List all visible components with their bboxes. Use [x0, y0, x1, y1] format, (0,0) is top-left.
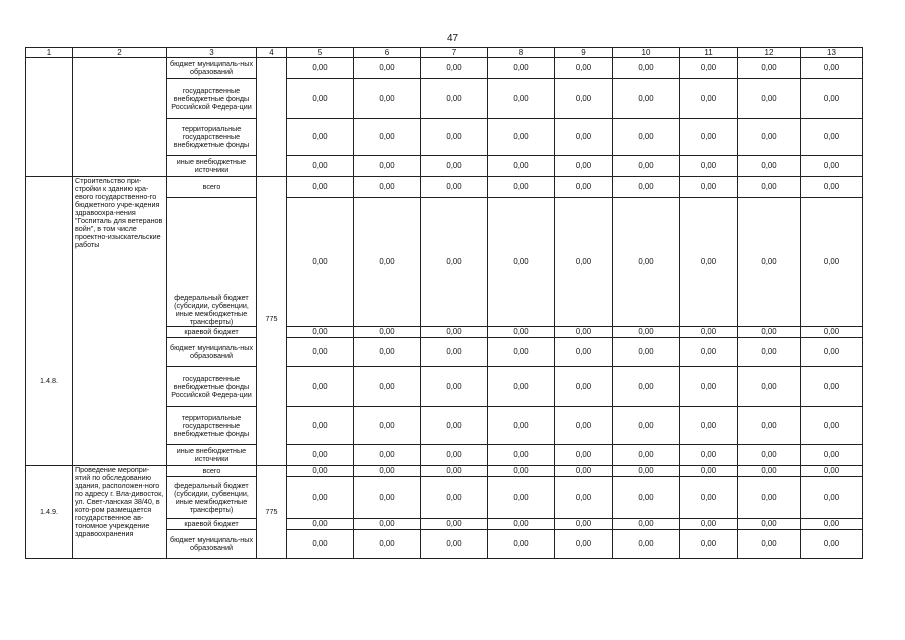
amount-cell: 0,00 [613, 519, 680, 530]
amount-cell: 0,00 [287, 119, 354, 156]
amount-cell: 0,00 [555, 58, 613, 79]
amount-cell: 0,00 [287, 530, 354, 559]
funding-source-cell: иные внебюджетные источники [167, 445, 257, 466]
item-code-cell: 1.4.8. [26, 177, 73, 466]
amount-cell: 0,00 [421, 338, 488, 367]
amount-cell: 0,00 [801, 119, 863, 156]
amount-cell: 0,00 [555, 519, 613, 530]
amount-cell: 0,00 [801, 338, 863, 367]
col-header: 9 [555, 48, 613, 58]
amount-cell: 0,00 [555, 407, 613, 445]
amount-cell: 0,00 [738, 198, 801, 327]
amount-cell: 0,00 [354, 177, 421, 198]
amount-cell: 0,00 [680, 327, 738, 338]
table-row [26, 177, 863, 198]
amount-cell: 0,00 [680, 79, 738, 119]
amount-cell: 0,00 [287, 477, 354, 519]
item-description-cell [73, 58, 167, 177]
amount-cell: 0,00 [680, 338, 738, 367]
amount-cell: 0,00 [421, 466, 488, 477]
amount-cell: 0,00 [354, 466, 421, 477]
amount-cell: 0,00 [555, 177, 613, 198]
item-description-cell: Проведение меропри-ятий по обследованию здания, расположен-ного по адресу г. Вла-дивосток, ул. Свет-ланская 38/40, в кото-ром размещается государственное ав-тономное учреждение здравоохранения [73, 466, 167, 559]
amount-cell: 0,00 [488, 407, 555, 445]
amount-cell: 0,00 [613, 119, 680, 156]
col-header: 11 [680, 48, 738, 58]
amount-cell: 0,00 [801, 407, 863, 445]
funding-source-cell: всего [167, 466, 257, 477]
amount-cell: 0,00 [421, 79, 488, 119]
amount-cell: 0,00 [421, 477, 488, 519]
amount-cell: 0,00 [680, 177, 738, 198]
amount-cell: 0,00 [555, 338, 613, 367]
amount-cell: 0,00 [738, 519, 801, 530]
amount-cell: 0,00 [738, 407, 801, 445]
amount-cell: 0,00 [287, 445, 354, 466]
amount-cell: 0,00 [555, 156, 613, 177]
amount-cell: 0,00 [738, 338, 801, 367]
amount-cell: 0,00 [738, 477, 801, 519]
amount-cell: 0,00 [488, 58, 555, 79]
amount-cell: 0,00 [488, 338, 555, 367]
amount-cell: 0,00 [488, 466, 555, 477]
amount-cell: 0,00 [613, 338, 680, 367]
amount-cell: 0,00 [421, 530, 488, 559]
funding-source-cell: иные внебюджетные источники [167, 156, 257, 177]
amount-cell: 0,00 [354, 198, 421, 327]
col-header: 6 [354, 48, 421, 58]
amount-cell: 0,00 [801, 198, 863, 327]
amount-cell: 0,00 [287, 177, 354, 198]
amount-cell: 0,00 [354, 445, 421, 466]
amount-cell: 0,00 [680, 530, 738, 559]
amount-cell: 0,00 [354, 407, 421, 445]
funding-source-cell: бюджет муниципаль-ных образований [167, 338, 257, 367]
amount-cell: 0,00 [488, 156, 555, 177]
amount-cell: 0,00 [421, 177, 488, 198]
amount-cell: 0,00 [287, 58, 354, 79]
amount-cell: 0,00 [421, 445, 488, 466]
amount-cell: 0,00 [354, 477, 421, 519]
amount-cell: 0,00 [680, 58, 738, 79]
budget-table [25, 47, 863, 559]
amount-cell: 0,00 [287, 407, 354, 445]
amount-cell: 0,00 [613, 327, 680, 338]
amount-cell: 0,00 [801, 477, 863, 519]
amount-cell: 0,00 [801, 58, 863, 79]
funding-source-cell: краевой бюджет [167, 327, 257, 338]
funding-source-cell: бюджет муниципаль-ных образований [167, 58, 257, 79]
item-description-cell: Строительство при-стройки к зданию кра-евого государственно-го бюджетного учре-ждения здравоохра-нения "Госпиталь для ветеранов войн", в том числе проектно-изыскательские работы [73, 177, 167, 466]
amount-cell: 0,00 [680, 119, 738, 156]
amount-cell: 0,00 [613, 156, 680, 177]
amount-cell: 0,00 [555, 466, 613, 477]
amount-cell: 0,00 [555, 367, 613, 407]
item-code-cell [26, 58, 73, 177]
item-code-cell: 1.4.9. [26, 466, 73, 559]
amount-cell: 0,00 [354, 367, 421, 407]
amount-cell: 0,00 [801, 445, 863, 466]
amount-cell: 0,00 [613, 477, 680, 519]
funding-source-cell: территориальные государственные внебюджетные фонды [167, 119, 257, 156]
amount-cell: 0,00 [680, 519, 738, 530]
amount-cell: 0,00 [613, 198, 680, 327]
amount-cell: 0,00 [801, 530, 863, 559]
amount-cell: 0,00 [555, 477, 613, 519]
amount-cell: 0,00 [555, 119, 613, 156]
amount-cell: 0,00 [287, 156, 354, 177]
amount-cell: 0,00 [555, 530, 613, 559]
amount-cell: 0,00 [801, 466, 863, 477]
amount-cell: 0,00 [354, 338, 421, 367]
amount-cell: 0,00 [354, 156, 421, 177]
amount-cell: 0,00 [738, 367, 801, 407]
amount-cell: 0,00 [613, 445, 680, 466]
table-row [26, 58, 863, 79]
amount-cell: 0,00 [354, 58, 421, 79]
amount-cell: 0,00 [354, 119, 421, 156]
amount-cell: 0,00 [738, 445, 801, 466]
kcode-cell [257, 58, 287, 177]
kcode-cell: 775 [257, 466, 287, 559]
amount-cell: 0,00 [488, 198, 555, 327]
header-row [26, 48, 863, 58]
page-number: 47 [446, 33, 459, 44]
kcode-cell: 775 [257, 177, 287, 466]
table-row [26, 466, 863, 477]
amount-cell: 0,00 [555, 327, 613, 338]
amount-cell: 0,00 [354, 519, 421, 530]
amount-cell: 0,00 [680, 156, 738, 177]
amount-cell: 0,00 [421, 327, 488, 338]
amount-cell: 0,00 [738, 530, 801, 559]
funding-source-cell: государственные внебюджетные фонды Российской Федера-ции [167, 79, 257, 119]
amount-cell: 0,00 [488, 327, 555, 338]
col-header: 13 [801, 48, 863, 58]
amount-cell: 0,00 [421, 519, 488, 530]
amount-cell: 0,00 [613, 530, 680, 559]
amount-cell: 0,00 [287, 519, 354, 530]
funding-source-cell: краевой бюджет [167, 519, 257, 530]
amount-cell: 0,00 [680, 445, 738, 466]
amount-cell: 0,00 [738, 327, 801, 338]
amount-cell: 0,00 [287, 79, 354, 119]
amount-cell: 0,00 [488, 477, 555, 519]
amount-cell: 0,00 [801, 327, 863, 338]
amount-cell: 0,00 [738, 177, 801, 198]
amount-cell: 0,00 [287, 466, 354, 477]
amount-cell: 0,00 [287, 338, 354, 367]
amount-cell: 0,00 [738, 79, 801, 119]
amount-cell: 0,00 [801, 177, 863, 198]
amount-cell: 0,00 [421, 156, 488, 177]
funding-source-cell: государственные внебюджетные фонды Российской Федера-ции [167, 367, 257, 407]
amount-cell: 0,00 [488, 445, 555, 466]
amount-cell: 0,00 [354, 79, 421, 119]
col-header: 1 [26, 48, 73, 58]
col-header: 10 [613, 48, 680, 58]
col-header: 3 [167, 48, 257, 58]
amount-cell: 0,00 [421, 407, 488, 445]
amount-cell: 0,00 [287, 327, 354, 338]
amount-cell: 0,00 [801, 156, 863, 177]
amount-cell: 0,00 [738, 58, 801, 79]
amount-cell: 0,00 [738, 466, 801, 477]
amount-cell: 0,00 [421, 367, 488, 407]
amount-cell: 0,00 [488, 367, 555, 407]
amount-cell: 0,00 [738, 156, 801, 177]
amount-cell: 0,00 [488, 177, 555, 198]
amount-cell: 0,00 [613, 407, 680, 445]
amount-cell: 0,00 [680, 477, 738, 519]
amount-cell: 0,00 [421, 119, 488, 156]
funding-source-cell: бюджет муниципаль-ных образований [167, 530, 257, 559]
amount-cell: 0,00 [421, 198, 488, 327]
amount-cell: 0,00 [555, 445, 613, 466]
col-header: 2 [73, 48, 167, 58]
amount-cell: 0,00 [680, 407, 738, 445]
col-header: 7 [421, 48, 488, 58]
amount-cell: 0,00 [613, 177, 680, 198]
amount-cell: 0,00 [287, 367, 354, 407]
amount-cell: 0,00 [287, 198, 354, 327]
amount-cell: 0,00 [488, 519, 555, 530]
col-header: 12 [738, 48, 801, 58]
amount-cell: 0,00 [354, 327, 421, 338]
funding-source-cell: федеральный бюджет (субсидии, субвенции, иные межбюджетные трансферты) [167, 198, 257, 327]
col-header: 8 [488, 48, 555, 58]
amount-cell: 0,00 [354, 530, 421, 559]
amount-cell: 0,00 [613, 466, 680, 477]
funding-source-cell: федеральный бюджет (субсидии, субвенции, иные межбюджетные трансферты) [167, 477, 257, 519]
amount-cell: 0,00 [801, 519, 863, 530]
amount-cell: 0,00 [801, 79, 863, 119]
amount-cell: 0,00 [613, 79, 680, 119]
funding-source-cell: всего [167, 177, 257, 198]
amount-cell: 0,00 [613, 58, 680, 79]
amount-cell: 0,00 [488, 79, 555, 119]
col-header: 4 [257, 48, 287, 58]
amount-cell: 0,00 [680, 367, 738, 407]
amount-cell: 0,00 [488, 530, 555, 559]
amount-cell: 0,00 [421, 58, 488, 79]
amount-cell: 0,00 [555, 79, 613, 119]
amount-cell: 0,00 [738, 119, 801, 156]
amount-cell: 0,00 [680, 198, 738, 327]
amount-cell: 0,00 [613, 367, 680, 407]
amount-cell: 0,00 [801, 367, 863, 407]
amount-cell: 0,00 [488, 119, 555, 156]
funding-source-cell: территориальные государственные внебюджетные фонды [167, 407, 257, 445]
amount-cell: 0,00 [680, 466, 738, 477]
amount-cell: 0,00 [555, 198, 613, 327]
col-header: 5 [287, 48, 354, 58]
